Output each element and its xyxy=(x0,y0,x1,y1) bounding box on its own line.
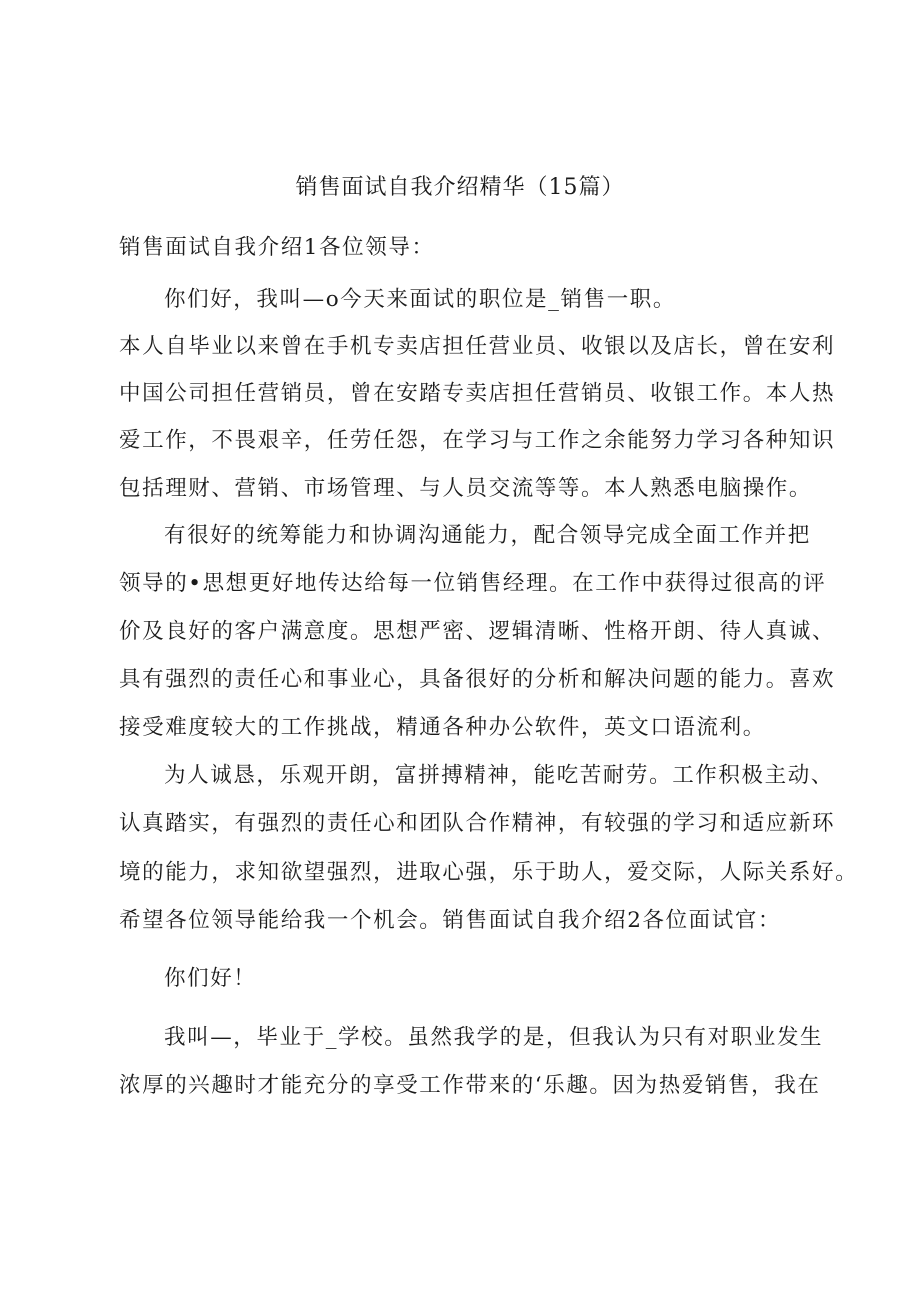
text-line: 你们好，我叫—o今天来面试的职位是_销售一职。 xyxy=(164,287,676,312)
text-line: 中国公司担任营销员，曾在安踏专卖店担任营销员、收银工作。本人热 xyxy=(119,381,836,406)
text-line: 销售面试自我介绍1各位领导： xyxy=(119,235,435,260)
text-line: 境的能力，求知欲望强烈，进取心强，乐于助人，爱交际，人际关系好。 xyxy=(119,860,859,885)
text-line: 包括理财、营销、市场管理、与人员交流等等。本人熟悉电脑操作。 xyxy=(119,476,813,501)
document-title: 销售面试自我介绍精华（15篇） xyxy=(295,175,625,200)
text-line: 我叫—，毕业于_学校。虽然我学的是，但我认为只有对职业发生 xyxy=(164,1025,824,1050)
text-line: 接受难度较大的工作挑战，精通各种办公软件，英文口语流利。 xyxy=(119,715,766,740)
text-line: 浓厚的兴趣时才能充分的享受工作带来的‘乐趣。因为热爱销售，我在 xyxy=(119,1073,821,1098)
text-line: 爱工作，不畏艰辛，任劳任怨，在学习与工作之余能努力学习各种知识 xyxy=(119,428,836,453)
text-line: 认真踏实，有强烈的责任心和团队合作精神，有较强的学习和适应新环 xyxy=(119,811,836,836)
text-line: 具有强烈的责任心和事业心，具备很好的分析和解决问题的能力。喜欢 xyxy=(119,667,836,692)
text-line: 为人诚恳，乐观开朗，富拼搏精神，能吃苦耐劳。工作积极主动、 xyxy=(164,763,834,788)
text-line: 价及良好的客户满意度。思想严密、逻辑清晰、性格开朗、待人真诚、 xyxy=(119,619,836,644)
text-line: 你们好！ xyxy=(164,966,257,991)
text-line: 领导的•思想更好地传达给每一位销售经理。在工作中获得过很高的评 xyxy=(119,571,827,596)
text-line: 有很好的统筹能力和协调沟通能力，配合领导完成全面工作并把 xyxy=(164,523,811,548)
text-line: 本人自毕业以来曾在手机专卖店担任营业员、收银以及店长，曾在安利 xyxy=(119,334,836,359)
text-line: 希望各位领导能给我一个机会。销售面试自我介绍2各位面试官： xyxy=(119,908,782,933)
